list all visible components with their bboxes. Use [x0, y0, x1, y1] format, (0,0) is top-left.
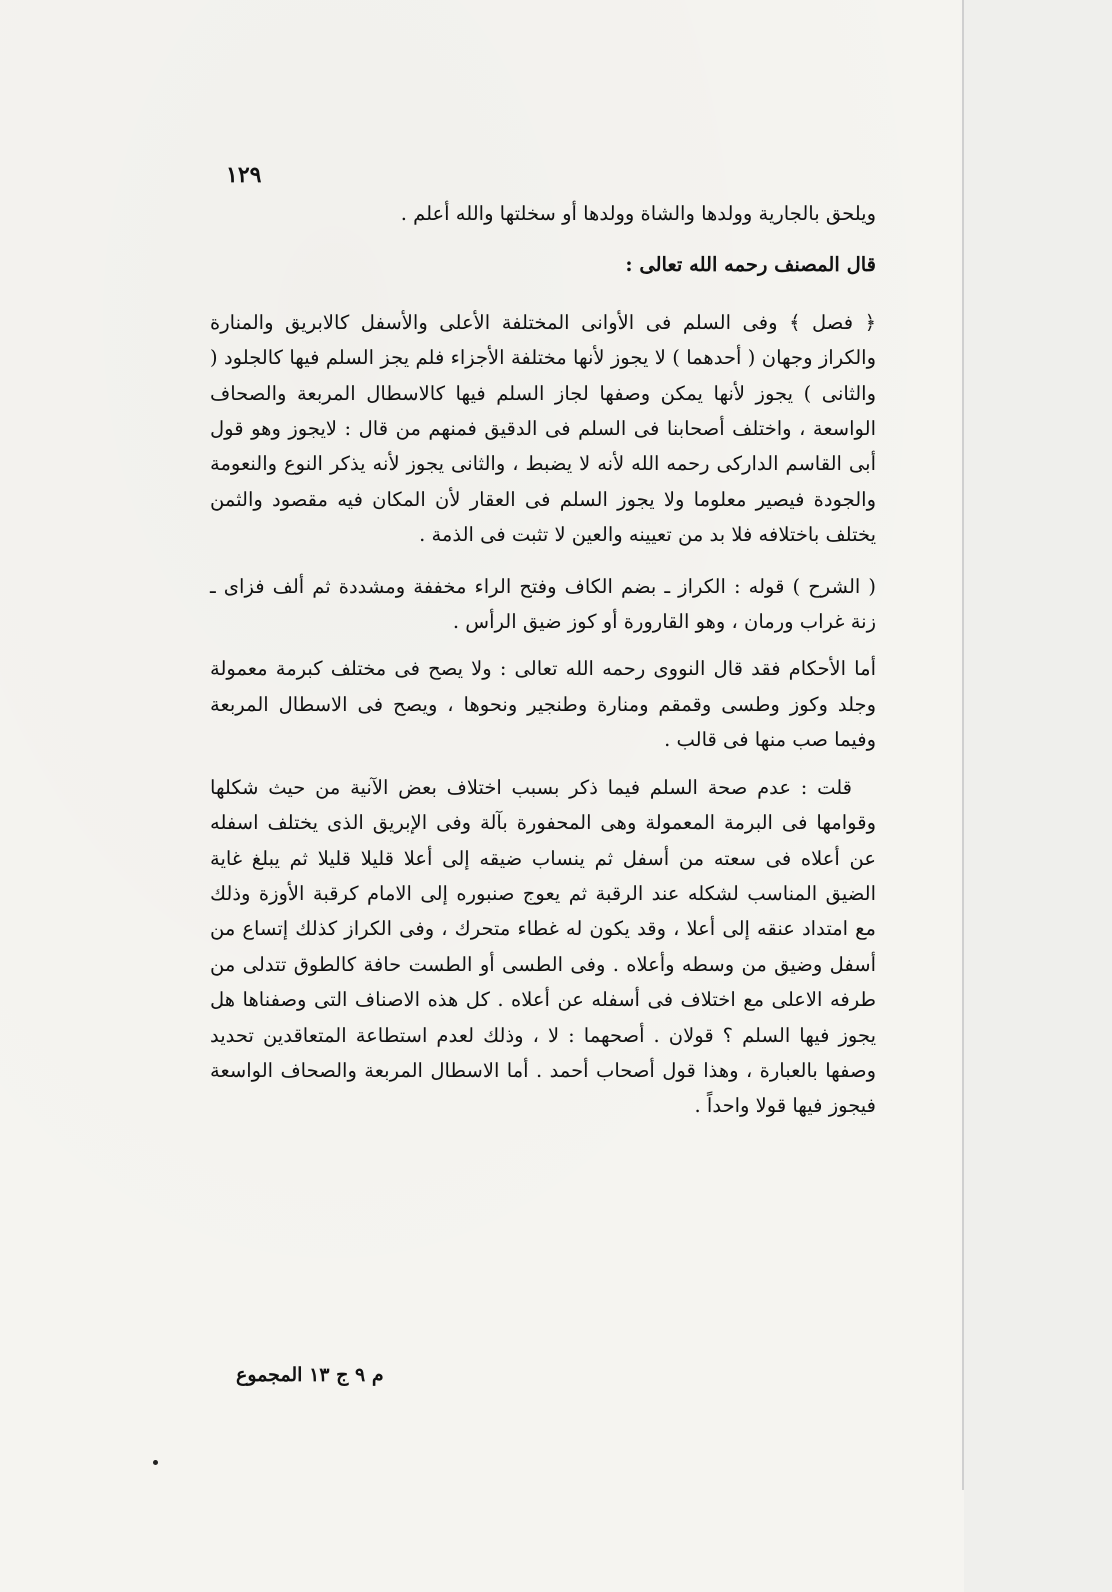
paragraph-author-heading: قال المصنف رحمه الله تعالى :	[625, 253, 876, 277]
footer-signature: م ٩ ج ١٣ المجموع	[236, 1364, 384, 1386]
ink-dot	[153, 1460, 158, 1465]
paragraph-ahkam: أما الأحكام فقد قال النووى رحمه الله تعالى : ولا يصح فى مختلف كبرمة معمولة وجلد وكوز وطسى وقمقم ومنارة وطنجير ونحوها ، ويصح فى الاسطال المربعة وفيما صب منها فى قالب .	[210, 657, 876, 752]
page-gutter-shade	[964, 0, 1112, 1592]
body-text	[210, 196, 876, 1124]
paragraph-continuation: ويلحق بالجارية وولدها والشاة وولدها أو سخلتها والله أعلم .	[400, 202, 876, 225]
paragraph-qult: قلت : عدم صحة السلم فيما ذكر بسبب اختلاف بعض الآنية من حيث شكلها وقوامها فى البرمة المعمولة وهى المحفورة بآلة وفى الإبريق الذى يختلف اسفله عن أعلاه فى سعته من أسفل ثم ينساب ضيقه إلى أعلا قليلا قليلا ثم يبلغ غاية الضيق المناسب لشكله عند الرقبة ثم يعوج صنبوره إلى الامام كرقبة الأوزة وذلك مع امتداد عنقه إلى أعلا ، وقد يكون له غطاء متحرك ، وفى الكراز كذلك إتساع من أسفل وضيق من وسطه وأعلاه . وفى الطسى أو الطست حافة كالطوق تتدلى من طرفه الاعلى مع اختلاف فى أسفله عن أعلاه . كل هذه الاصناف التى وصفناها هل يجوز فيها السلم ؟ قولان . أصحهما : لا ، وذلك لعدم استطاعة المتعاقدين تحديد وصفها بالعبارة ، وهذا قول أصحاب أحمد . أما الاسطال المربعة والصحاف الواسعة فيجوز فيها قولا واحداً .	[210, 775, 876, 1118]
page-gutter-line	[962, 0, 964, 1490]
paragraph-fasl: ﴿ فصل ﴾ وفى السلم فى الأوانى المختلفة الأعلى والأسفل كالابريق والمنارة والكراز وجهان ( أحدهما ) لا يجوز لأنها مختلفة الأجزاء فلم يجز السلم فيها كالجلود ( والثانى ) يجوز لأنها يمكن وصفها لجاز السلم فيها كالاسطال المربعة والصحاف الواسعة ، واختلف أصحابنا فى السلم فى الدقيق فمنهم من قال : لايجوز وهو قول أبى القاسم الداركى رحمه الله لأنه لا يضبط ، والثانى يجوز لأنه يذكر النوع والنعومة والجودة فيصير معلوما ولا يجوز السلم فى العقار لأن المكان فيه مقصود والثمن يختلف باختلافه فلا بد من تعيينه والعين لا تثبت فى الذمة .	[210, 310, 876, 547]
page-number: ١٢٩	[226, 162, 262, 188]
paragraph-sharh: ( الشرح ) قوله : الكراز ـ بضم الكاف وفتح الراء مخففة ومشددة ثم ألف فزاى ـ زنة غراب ورمان ، وهو القارورة أو كوز ضيق الرأس .	[210, 574, 876, 634]
